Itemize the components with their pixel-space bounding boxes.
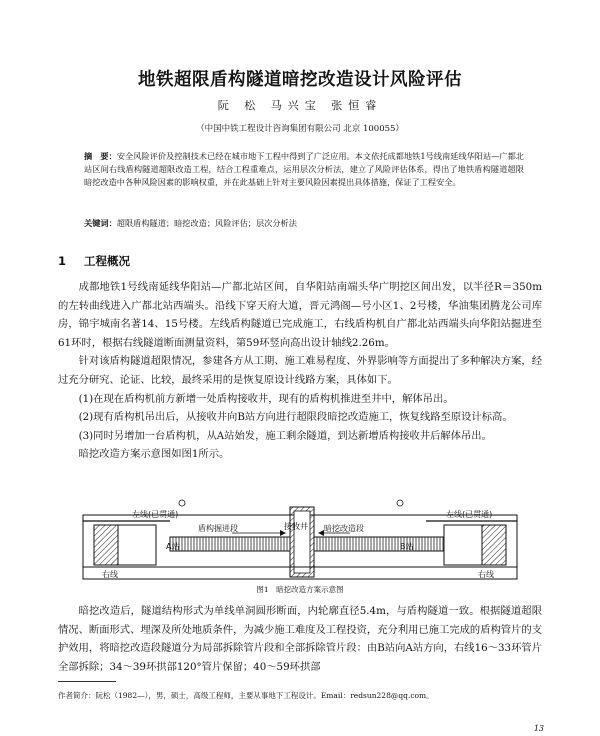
paragraph: 暗挖改造方案示意图如图1所示。 [78, 448, 230, 461]
right-line-label-a: 右线 [102, 570, 118, 579]
left-line-label-a: 左线(已贯通) [132, 510, 179, 519]
keywords-label: 关键词： [84, 218, 117, 228]
section-title: 工程概况 [84, 254, 130, 268]
shield-section [170, 537, 290, 551]
authors: 阮 松 马兴宝 张恒睿 [217, 99, 383, 112]
figure-caption: 图1 暗挖改造方案示意图 [256, 585, 344, 594]
shield-tunneling-label: 盾构掘进段 [198, 524, 238, 533]
affiliation: （中国中铁工程设计咨询集团有限公司 北京 100055） [196, 124, 404, 134]
left-line-label-b: 左线(已贯通) [446, 510, 493, 519]
paragraph: (2)现有盾构机吊出后，从接收井向B站方向进行超限段暗挖改造施工，恢复线路至原设计标高。 [78, 411, 513, 424]
paragraph: (3)同时另增加一台盾构机，从A站始发，施工剩余隧道，到达新增盾构接收井后解体吊出。 [78, 429, 492, 442]
footnote: 作者简介：阮松（1982—），男，硕士，高级工程师，主要从事地下工程设计。Email：redsun228@qq.com。 [58, 691, 434, 700]
right-line-label-b: 右线 [478, 570, 494, 579]
body-text-continued [58, 602, 542, 676]
station-b-block [482, 525, 506, 565]
station-b-label: B站 [400, 542, 414, 551]
section-number: 1 [58, 254, 67, 268]
footnote-divider [58, 681, 116, 682]
abstract-text: 安全风险评价及控制技术已经在城市地下工程中得到了广泛应用。本文依托成都地铁1号线南延线华阳站—广都北站区间右线盾构隧道超限改造工程，结合工程重难点，运用层次分析法，建立了风险评估体系，得出了地铁盾构隧道超限暗挖改造中各种风险因素的影响权重，并在此基础上针对主要风险因素提出具体措施，保证了工程安全。 [84, 151, 524, 188]
figure-diagram [82, 497, 518, 581]
page-number: 13 [533, 724, 544, 733]
section-heading [58, 253, 130, 269]
person-icon [179, 500, 185, 506]
abstract-label: 摘 要： [84, 151, 117, 161]
person-icon [397, 500, 403, 506]
paragraph: (1)在现在盾构机前方新增一处盾构接收井，现有的盾构机推进至井中，解体吊出。 [78, 392, 454, 405]
paragraph: 针对该盾构隧道超限情况，参建各方从工期、施工难易程度、外界影响等方面提出了多种解决方案，经过充分研究、论证、比较，最终采用的是恢复原设计线路方案，具体如下。 [58, 355, 542, 386]
mining-section-label: 暗挖改造段 [324, 524, 364, 533]
keywords [84, 218, 524, 229]
body-text [58, 278, 542, 464]
keywords-text: 超限盾构隧道；暗挖改造；风险评估；层次分析法 [116, 218, 297, 228]
receiving-shaft-label: 接收井 [284, 522, 308, 531]
paragraph: 成都地铁1号线南延线华阳站—广都北站区间，自华阳站南端头华广明挖区间出发，以半径R＝350m的左转曲线进入广都北站西端头。沿线下穿天府大道，晋元鸿阁—号小区1、2号楼，华油集团腾龙公司库房，锦宇城南名著14、15号楼。左线盾构隧道已完成施工，右线盾构机自广都北站西端头向华阳站掘进至61环时，根据右线隧道断面测量资料，第59环竖向高出设计轴线2.26m。 [58, 281, 542, 349]
paragraph: 暗挖改造后，隧道结构形式为单线单洞圆形断面，内轮廓直径5.4m，与盾构隧道一致。根据隧道超限情况、断面形式、埋深及所处地质条件，为减少施工难度及工程投资，充分利用已施工完成的盾构管片的支护效用，将暗挖改造段隧道分为局部拆除管片段和全部拆除管片段：由B站向A站方向，右线16～33环管片全部拆除；34～39环拱部120°管片保留；40～59环拱部 [58, 605, 542, 673]
station-a-label: A站 [166, 542, 180, 551]
station-a-block [94, 525, 118, 565]
mining-section [314, 537, 444, 551]
paper-title: 地铁超限盾构隧道暗挖改造设计风险评估 [138, 70, 462, 90]
abstract [84, 150, 524, 190]
